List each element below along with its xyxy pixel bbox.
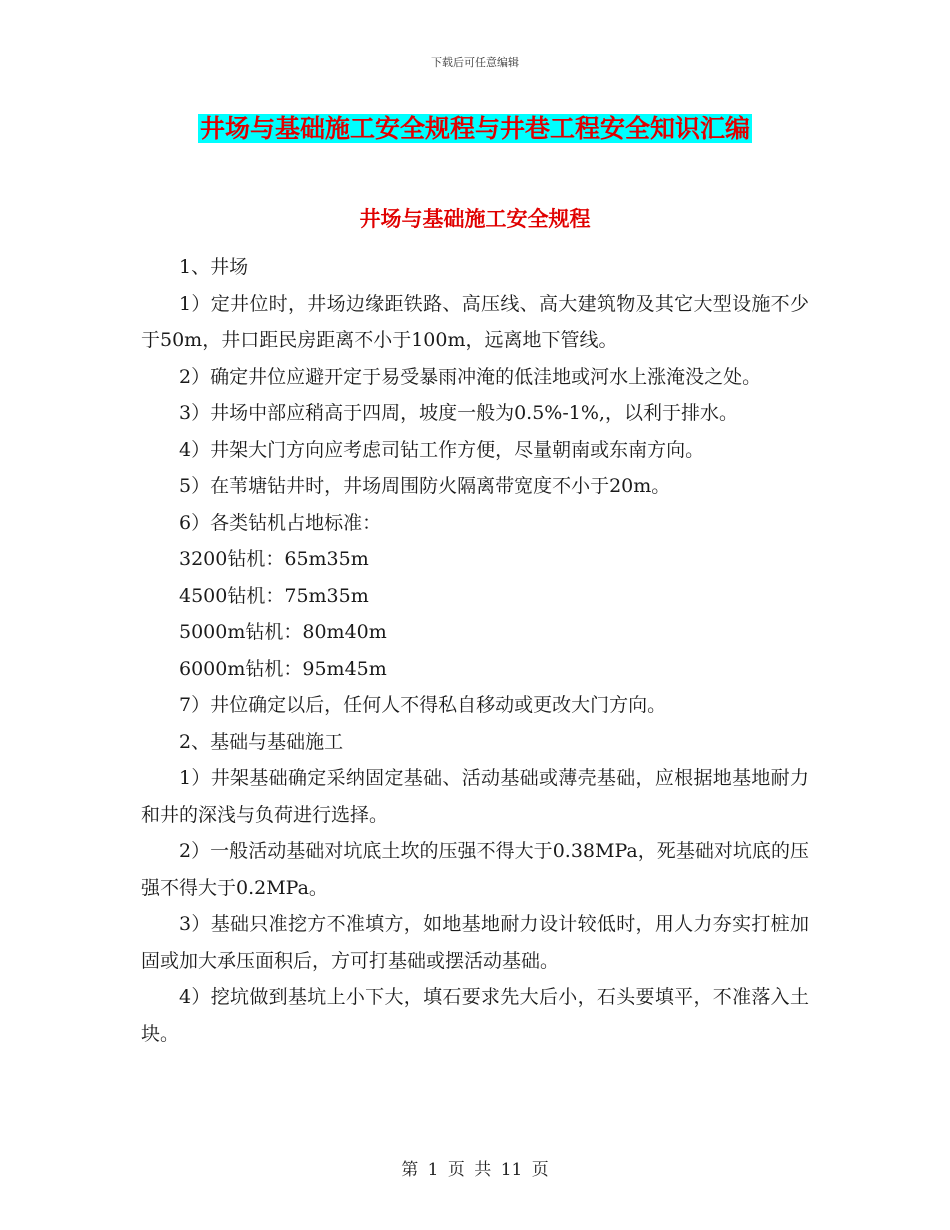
paragraph: 2、基础与基础施工 (179, 730, 344, 753)
paragraph: 3）井场中部应稍高于四周，坡度一般为0.5%-1%,，以利于排水。 (179, 402, 738, 424)
paragraph: 5）在苇塘钻井时，井场周围防火隔离带宽度不小于20m。 (179, 475, 671, 497)
section-title: 井场与基础施工安全规程 (359, 207, 591, 231)
page-footer: 第 1 页 共 11 页 (401, 1160, 549, 1180)
paragraph: 1）井架基础确定采纳固定基础、活动基础或薄壳基础，应根据地基地耐力和井的深浅与负荷进行选择。 (141, 767, 809, 826)
body-text (141, 249, 809, 1052)
paragraph: 4）井架大门方向应考虑司钻工作方便，尽量朝南或东南方向。 (179, 438, 705, 461)
paragraph: 1）定井位时，井场边缘距铁路、高压线、高大建筑物及其它大型设施不少于50m，井口距民房距离不小于100m，远离地下管线。 (141, 292, 809, 351)
paragraph: 7）井位确定以后，任何人不得私自移动或更改大门方向。 (179, 694, 667, 716)
paragraph: 4）挖坑做到基坑上小下大，填石要求先大后小，石头要填平，不准落入土块。 (141, 986, 809, 1045)
paragraph: 3）基础只准挖方不准填方，如地基地耐力设计较低时，用人力夯实打桩加固或加大承压面积后，方可打基础或摆活动基础。 (141, 913, 809, 972)
main-title-text: 井场与基础施工安全规程与井巷工程安全知识汇编 (199, 114, 750, 143)
header-note: 下载后可任意编辑 (431, 56, 519, 69)
paragraph: 1、井场 (179, 256, 249, 278)
main-title (0, 112, 950, 146)
paragraph: 2）确定井位应避开定于易受暴雨冲淹的低洼地或河水上涨淹没之处。 (179, 365, 762, 388)
paragraph: 5000m钻机：80m40m (179, 621, 387, 643)
paragraph: 6）各类钻机占地标准： (179, 511, 382, 534)
paragraph: 6000m钻机：95m45m (179, 657, 387, 680)
paragraph: 4500钻机：75m35m (179, 584, 369, 607)
paragraph: 2）一般活动基础对坑底土坎的压强不得大于0.38MPa，死基础对坑底的压强不得大于0.2MPa。 (141, 840, 809, 899)
paragraph: 3200钻机：65m35m (179, 548, 369, 570)
